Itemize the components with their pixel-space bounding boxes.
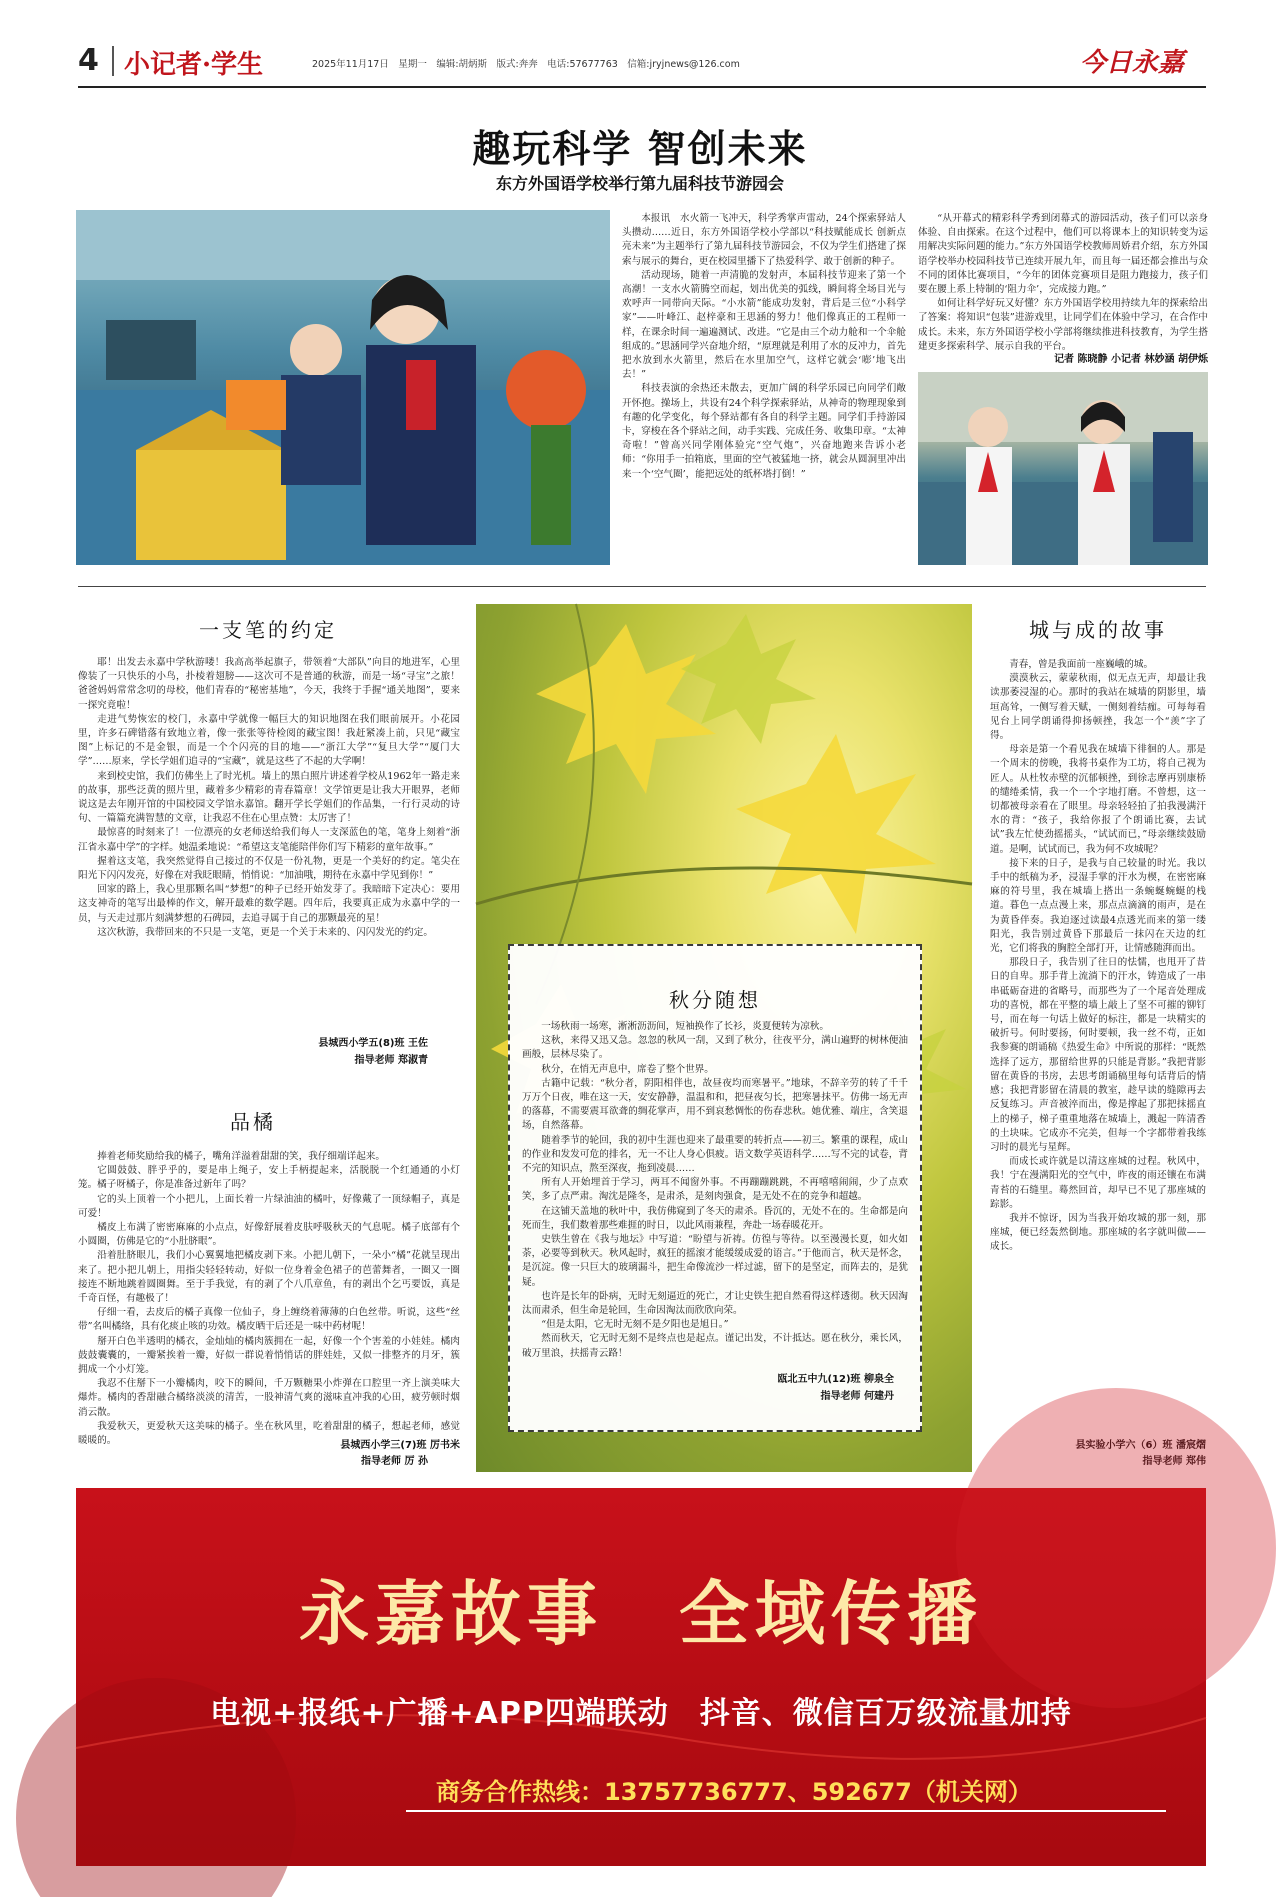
paragraph: 沿着肚脐眼儿，我们小心翼翼地把橘皮剥下来。小把儿朝下，一朵小“橘”花就呈现出来了。把小把儿朝上，用指尖轻轻转动，好似一位身着金色裙子的芭蕾舞者，一圈又一圈接连不断地跳着圆圈舞。至于手我觉，有的剥了个八爪章鱼，有的剥出个乞丐要饭，真是千奇百怪，有趣极了！	[78, 1250, 460, 1305]
paragraph: 随着季节的轮回，我的初中生涯也迎来了最重要的转折点——初三。繁重的课程，成山的作业和发发可危的排名，无一不让人身心俱疲。语文数学英语科学……写不完的试卷，背不完的知识点，熬至深夜，拖到凌晨……	[522, 1134, 908, 1175]
masthead-info: 2025年11月17日 星期一 编辑:胡炳斯 版式:奔奔 电话:57677763 信箱:jryjnews@126.com	[312, 59, 740, 70]
paragraph: 我爱秋天，更爱秋天这美味的橘子。坐在秋风里，吃着甜甜的橘子，想起老师，感觉暖暖的。	[78, 1420, 460, 1447]
paragraph: 漠漠秋云，蒙蒙秋雨，似无点无声，却最让我读那萎浸湿的心。那时的我站在城墙的阴影里，墙垣高耸，一侧写着天赋，一侧刻着结痂。可每每看见台上同学朗诵得抑扬顿挫，我怎一个“羡”字了得。	[990, 673, 1206, 742]
byline-author: 县实验小学六（6）班 潘宸熠	[1075, 1440, 1206, 1451]
byline-teacher: 指导老师 郑淑青	[354, 1055, 428, 1066]
paragraph: 也许是长年的卧病，无时无刻逼近的死亡，才让史铁生把自然看得这样透彻。秋天因淘汰而肃杀，但生命是轮回，生命因淘汰而欣欣向荣。	[522, 1290, 908, 1317]
promo-banner	[76, 1488, 1206, 1866]
masthead-divider	[112, 46, 114, 76]
paragraph: 来到校史馆，我们仿佛坐上了时光机。墙上的黑白照片讲述着学校从1962年一路走来的故事，那些泛黄的照片里，藏着多少精彩的青春篇章！文学馆更是让我大开眼界，老师说这是去年刚开馆的中国校园文学馆永嘉馆。翻开学长学姐们的作品集，一行行灵动的诗句、一篇篇充满智慧的文章，让我忍不住在心里点赞：太厉害了！	[78, 770, 460, 825]
byline-teacher: 指导老师 何建丹	[820, 1391, 894, 1402]
article-title-pen-promise: 一支笔的约定	[199, 618, 337, 642]
banner-subtitle: 电视+报纸+广播+APP四端联动 抖音、微信百万级流量加持	[210, 1696, 1072, 1731]
byline-author: 县城西小学三(7)班 厉书米	[340, 1440, 460, 1451]
photo-illustration	[76, 210, 610, 565]
paragraph: 如何让科学好玩又好懂？东方外国语学校用持续九年的探索给出了答案：将知识“包装”进游戏里，让同学们在体验中学习，在合作中成长。未来，东方外国语学校小学部将继续推进科技教育，为学生搭建更多探索科学、展示自我的平台。	[918, 298, 1208, 352]
paragraph: 我忍不住掰下一小瓣橘肉，咬下的瞬间，千万颗糖果小炸弹在口腔里一齐上演美味大爆炸。橘肉的香甜融合橘络淡淡的清苦，一股神清气爽的滋味直冲我的心田，疲劳顿时烟消云散。	[78, 1378, 460, 1418]
paragraph: “但是太阳，它无时无刻不是夕阳也是旭日。”	[541, 1319, 729, 1331]
paragraph: 一场秋雨一场寒，淅淅沥沥间，短袖换作了长衫，炎夏便转为凉秋。	[541, 1021, 829, 1032]
lead-subheadline: 东方外国语学校举行第九届科技节游园会	[495, 174, 784, 193]
article-title-orange: 品橘	[230, 1110, 276, 1134]
paragraph: 活动现场，随着一声清脆的发射声，本届科技节迎来了第一个高潮！一支水火箭腾空而起，划出优美的弧线，瞬间将全场目光与欢呼声一同带向天际。“小水箭”能成功发射，背后是三位“小科学家”——叶峰江、赵梓豪和王思涵的努力！他们像真正的工程师一样，在课余时间一遍遍测试、改进。“它是由三个动力舱和一个伞舱组成的。”思涵同学兴奋地介绍，“原理就是利用了水的反冲力，首先把水放到水火箭里，然后在水里加空气，这样它就会‘嘭’地飞出去！”	[622, 269, 906, 381]
paragraph: 本报讯 水火箭一飞冲天，科学秀掌声雷动，24个探索驿站人头攒动……近日，东方外国语学校小学部以“科技赋能成长 创新点亮未来”为主题举行了第九届科技节游园会，不仅为学生们搭建了探索与展示的舞台，更在校园里播下了热爱科学、敢于创新的种子。	[622, 213, 906, 267]
paragraph: “从开幕式的精彩科学秀到闭幕式的游园活动，孩子们可以亲身体验、自由探索。在这个过程中，他们可以将课本上的知识转变为运用解决实际问题的能力。”东方外国语学校教师周娇君介绍，东方外国语学校举办校园科技节已连续开展九年，而且每一届还都会推出与众不同的团体比赛项目，“今年的团体竞赛项目是阻力跑接力，孩子们要在腰上系上特制的‘阻力伞’，完成接力跑。”	[918, 213, 1208, 296]
paragraph: 耶！出发去永嘉中学秋游喽！我高高举起旗子，带领着“大部队”向目的地进军，心里像装了一只快乐的小鸟，扑棱着翅膀——这次可不是普通的秋游，而是一场“寻宝”之旅！爸爸妈妈常常念叨的母校，他们青春的“秘密基地”，今天，我终于手握“通关地图”，要来一探究竟啦！	[78, 657, 460, 711]
paragraph: 而成长或许就是以清这座城的过程。秋风中，我！宁在漫满阳光的空气中，昨夜的雨还镶在布满青苔的石缝里。蓦然回首，却早已不见了那座城的踪影。	[990, 1156, 1206, 1210]
newspaper-logo: 今日永嘉	[1079, 48, 1184, 78]
article-body-city-growth	[990, 658, 1206, 1436]
article-title-autumn: 秋分随想	[669, 988, 761, 1012]
paragraph: 那段日子，我告别了往日的怯懦，也甩开了昔日的自卑。那手背上流淌下的汗水，铸造成了一串串砥砺奋进的省略号，而那些为了一个尾音处理成功的喜悦，都在平整的墙上敲上了坚不可摧的铆钉号，而在每一句话上做好的标注，都是一块精实的破折号。何时要扬，何时要顿，我一丝不苟，正如我参赛的朗诵稿《热爱生命》中所说的那样：“既然选择了远方，那留给世界的只能是背影。”我把背影留在黄昏的书房，去思考朗诵稿里每句话背后的情感；我把背影留在清晨的教室，趁早读的缝隙再去反复练习。声音被淬而出，像是撑起了那把抹摇直上的梯子，梯子重重地落在城墙上，溅起一阵清香的土块味。它成亦不完美，但每一个字都带着我练习时的晨光与星辉。	[990, 957, 1206, 1153]
paragraph: 古籍中记载：“秋分者，阴阳相伴也，故昼夜均而寒暑平。”地球，不辞辛劳的转了千千万万个日夜，唯在这一天，安安静静，温温和和，把昼夜匀长，把寒暑抹平。仿佛一场无声的落幕，不需要震耳欲聋的绸花掌声，用不到哀愁惆怅的伤春悲秋。她优雅、端庄，含笑退场，自然落幕。	[522, 1077, 908, 1132]
byline-teacher: 指导老师 郑伟	[1142, 1456, 1206, 1467]
paragraph: 青春，曾是我面前一座巍峨的城。	[1009, 659, 1154, 670]
banner-title: 永嘉故事 全域传播	[299, 1572, 983, 1655]
paragraph: 仔细一看，去皮后的橘子真像一位仙子，身上缠绕着薄薄的白色丝带。听说，这些“丝带”名叫橘络，具有化痰止咳的功效。橘皮晒干后还是一味中药材呢！	[78, 1307, 460, 1333]
paragraph: 接下来的日子，是我与自己较量的时光。我以手中的纸稿为矛，浸湿手掌的汗水为楔，在密密麻麻的符号里，我在城墙上搭出一条蜿蜒蜿蜒的栈道。暮色一点点漫上来，那点点滴滴的雨声，是在为黄昏伴奏。我迫逐过读最4点透光而来的第一缕阳光，我告别过黄昏下那最后一抹闪在天边的红光，它们将我的胸腔全部打开，让情感随湃而出。	[990, 857, 1206, 955]
byline-author: 瓯北五中九(12)班 柳泉全	[777, 1374, 894, 1385]
paragraph: 橘皮上布满了密密麻麻的小点点，好像舒展着皮肤呼吸秋天的气息呢。橘子底部有个小圆圈，仿佛是它的“小肚脐眼”。	[78, 1222, 460, 1248]
paragraph: 最惊喜的时刻来了！一位漂亮的女老师送给我们每人一支深蓝色的笔，笔身上刻着“浙江省永嘉中学”的字样。她温柔地说：“希望这支笔能陪伴你们写下精彩的童年故事。”	[78, 827, 460, 853]
paragraph: 掰开白色半透明的橘衣，金灿灿的橘肉簇拥在一起，好像一个个害羞的小娃娃。橘肉鼓鼓囊囊的，一瓣紧挨着一瓣，好似一群说着悄悄话的胖娃娃，又似一排整齐的月牙，簇拥成一个小灯笼。	[78, 1335, 460, 1376]
article-title-city-growth: 城与成的故事	[1029, 618, 1167, 642]
paragraph: 然而秋天，它无时无刻不是终点也是起点。谨记出发，不计抵达。愿在秋分，乘长风，破万里浪，扶摇青云路！	[522, 1333, 908, 1359]
lead-article-column-1	[622, 212, 906, 567]
lead-byline: 记者 陈晓静 小记者 林妙涵 胡伊烁	[1054, 354, 1208, 365]
paragraph: 科技表演的余热还未散去，更加广阔的科学乐园已向同学们敞开怀抱。操场上，共设有24个科学探索驿站，从神奇的物理现象到有趣的化学变化，每个驿站都有各自的科学主题。同学们手持游园卡，穿梭在各个驿站之间，动手实践、完成任务、收集印章。“太神奇啦！”曾高兴同学刚体验完“空气炮”，兴奋地跑来告诉小老师：“你用手一拍箱底，里面的空气被猛地一挤，就会从圆洞里冲出来一个‘空气圈’，能把远处的纸杯塔打倒！”	[622, 383, 906, 480]
lead-article-column-2	[918, 212, 1208, 352]
photo-students-relay	[918, 372, 1208, 565]
page-number: 4	[78, 43, 99, 78]
paragraph: 秋分，在悄无声息中，席卷了整个世界。	[541, 1063, 714, 1075]
paragraph: 在这铺天盖地的秋叶中，我仿佛窥到了冬天的肃杀。昏沉的，无处不在的。生命都是向死而生，我们数着那些难捱的时日，以此风雨兼程，奔赴一场春暖花开。	[522, 1205, 908, 1231]
paragraph: 所有人开始埋首于学习，两耳不闻窗外事。不再蹦蹦跳跳，不再嘻嘻闹闹，少了点欢笑，多了点严肃。淘沈是隆冬，是肃杀，是刻肉强食，是无处不在的竞争和超越。	[522, 1177, 908, 1203]
byline-teacher: 指导老师 厉 孙	[361, 1456, 428, 1467]
banner-hotline-underline	[406, 1810, 1166, 1812]
paragraph: 它的头上顶着一个小把儿，上面长着一片绿油油的橘叶，好像戴了一顶绿帽子，真是可爱！	[78, 1193, 460, 1219]
paragraph: 母亲是第一个看见我在城墙下徘徊的人。那是一个周末的傍晚，我将书桌作为工坊，将自己视为匠人。从杜牧赤壁的沉郁顿挫，到徐志摩再别康桥的缱绻柔情，我一个一个字地打磨。不曾想，这一切都被母亲看在了眼里。母亲轻轻拍了拍我漫满汗水的背：“孩子，我给你报了个朗诵比赛，去试试”我左忙使劲摇摇头，“试试而已，”母亲继续鼓励道。是啊，试试而已，我为何不攻城呢？	[990, 744, 1206, 855]
lead-headline: 趣玩科学 智创未来	[472, 126, 808, 171]
article-body-autumn	[522, 1020, 908, 1359]
paragraph: 这次秋游，我带回来的不只是一支笔，更是一个关于未来的、闪闪发光的约定。	[97, 926, 433, 938]
paragraph: 回家的路上，我心里那颗名叫“梦想”的种子已经开始发芽了。我暗暗下定决心：要用这支神奇的笔写出最棒的作文，解开最难的数学题。四年后，我要真正成为永嘉中学的一员，与天走过那片刻满梦想的石碑园，去追寻属于自己的那颗最亮的星！	[78, 884, 460, 924]
section-divider	[78, 586, 1206, 587]
paragraph: 捧着老师奖励给我的橘子，嘴角洋溢着甜甜的笑，我仔细端详起来。	[97, 1151, 385, 1162]
byline-author: 县城西小学五(8)班 王佐	[318, 1038, 428, 1049]
paragraph: 走进气势恢宏的校门，永嘉中学就像一幅巨大的知识地图在我们眼前展开。小花园里，许多石碑错落有致地立着，像一张张等待检阅的藏宝图！我赶紧凑上前，只见“藏宝图”上标记的不是金银，而是一个个闪亮的目的地——“浙江大学”“复旦大学”“厦门大学”……原来，学长学姐们追寻的“宝藏”，就是这些了不起的大学啊！	[78, 713, 460, 768]
paragraph: 史铁生曾在《我与地坛》中写道：“盼望与祈祷。仿徨与等待。以至漫漫长夏，如火如荼，必要等到秋天。秋风起时，疯狂的摇滚才能缓缓成爱的语言。”于他而言，秋天是怀念，是沉淀。像一只巨大的玻璃漏斗，把生命像流沙一样过滤，留下的是坚定，而阵去的，是犹疑。	[522, 1234, 908, 1288]
banner-hotline: 商务合作热线：13757736777、592677（机关网）	[436, 1778, 1032, 1806]
section-title: 小记者·学生	[124, 50, 264, 80]
article-body-pen-promise	[78, 656, 460, 1028]
paragraph: 它圆鼓鼓、胖乎乎的，要是串上绳子，安上手柄提起来，活脱脱一个红通通的小灯笼。橘子呀橘子，你是准备过新年了吗？	[78, 1165, 460, 1191]
photo-illustration	[918, 372, 1208, 565]
masthead-rule	[78, 86, 1206, 88]
paragraph: 这秋，来得又迅又急。忽忽的秋风一刮，又到了秋分，往夜平分，满山遍野的树林便油画般，层林尽染了。	[522, 1035, 908, 1061]
paragraph: 握着这支笔，我突然觉得自己接过的不仅是一份礼物，更是一个美好的约定。笔尖在阳光下闪闪发亮，好像在对我眨眼睛，悄悄说：“加油哦，期待在永嘉中学见到你！”	[78, 855, 460, 882]
photo-students-science-exhibit	[76, 210, 610, 565]
paragraph: 我并不惊讶，因为当我开始攻城的那一刻，那座城，便已经轰然倒地。那座城的名字就叫做——成长。	[990, 1212, 1206, 1253]
